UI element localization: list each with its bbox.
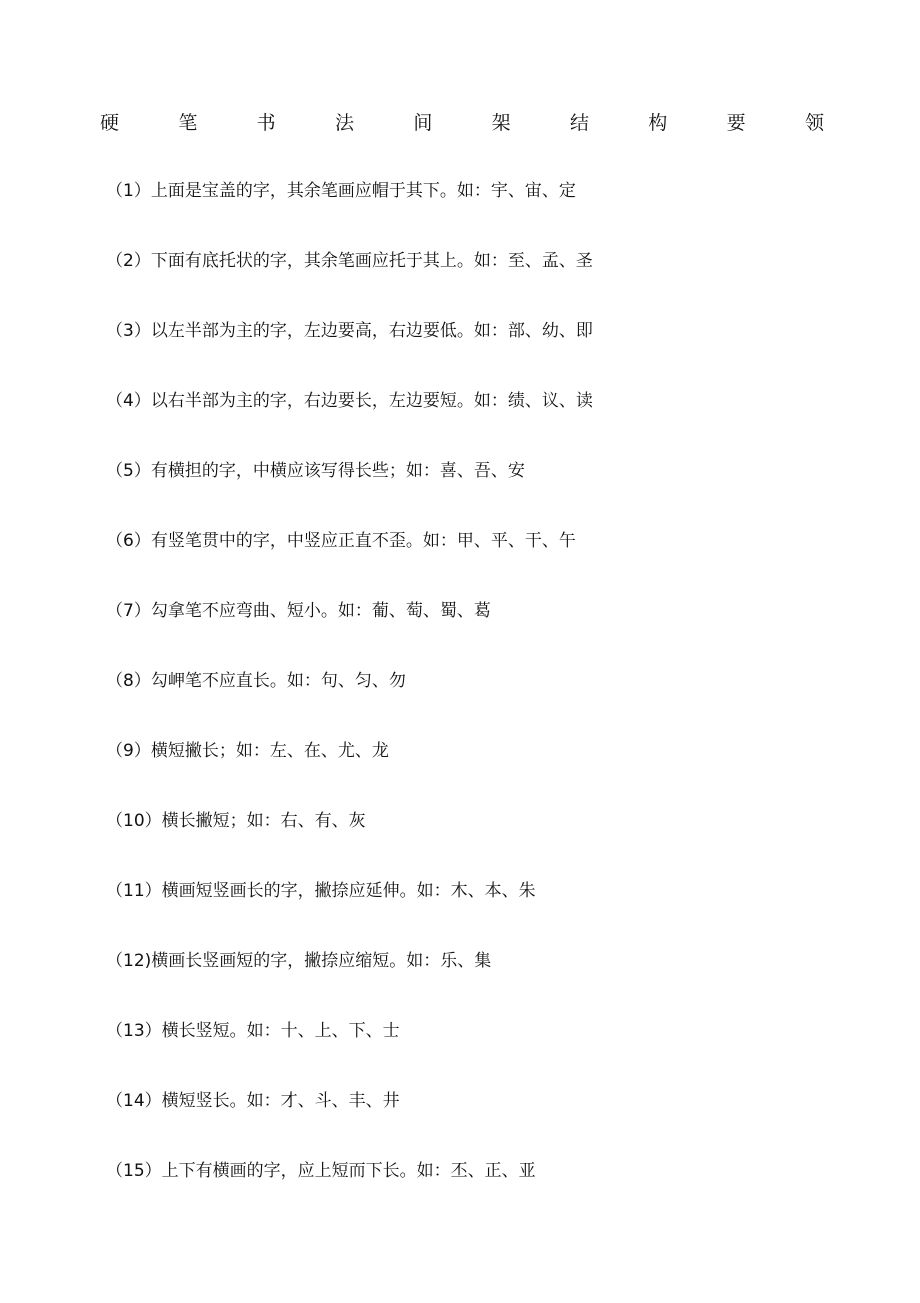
- page-title: [100, 106, 824, 140]
- rule-item: （8）勾岬笔不应直长。如：句、匀、勿: [106, 671, 406, 691]
- rule-item: （9）横短撇长；如：左、在、尤、龙: [106, 741, 389, 761]
- rule-list: [106, 174, 806, 1224]
- title-char: 书: [256, 112, 276, 134]
- rule-item: （4）以右半部为主的字，右边要长，左边要短。如：绩、议、读: [106, 391, 593, 411]
- rule-item: （6）有竖笔贯中的字，中竖应正直不歪。如：甲、平、干、午: [106, 531, 576, 551]
- rule-item: （15）上下有横画的字，应上短而下长。如：丕、正、亚: [106, 1161, 536, 1181]
- title-char: 法: [334, 112, 354, 134]
- rule-item: （2）下面有底托状的字，其余笔画应托于其上。如：至、孟、圣: [106, 251, 593, 271]
- title-char: 间: [413, 112, 433, 134]
- title-char: 结: [569, 112, 589, 134]
- title-char: 要: [726, 112, 746, 134]
- rule-item: （11）横画短竖画长的字，撇捺应延伸。如：木、本、朱: [106, 881, 536, 901]
- rule-item: （7）勾拿笔不应弯曲、短小。如：葡、萄、蜀、葛: [106, 601, 491, 621]
- rule-item: （3）以左半部为主的字，左边要高，右边要低。如：部、幼、即: [106, 321, 593, 341]
- title-char: 领: [804, 112, 824, 134]
- title-char: 硬: [100, 112, 120, 134]
- rule-item: （1）上面是宝盖的字，其余笔画应帽于其下。如：宇、宙、定: [106, 181, 576, 201]
- rule-item: （14）横短竖长。如：才、斗、丰、井: [106, 1091, 400, 1111]
- rule-item: （10）横长撇短；如：右、有、灰: [106, 811, 366, 831]
- title-char: 构: [648, 112, 668, 134]
- rule-item: （5）有横担的字，中横应该写得长些；如：喜、吾、安: [106, 461, 525, 481]
- rule-item: （13）横长竖短。如：十、上、下、士: [106, 1021, 400, 1041]
- title-char: 笔: [178, 112, 198, 134]
- title-char: 架: [491, 112, 511, 134]
- rule-item: （12)横画长竖画短的字，撇捺应缩短。如：乐、集: [106, 951, 492, 971]
